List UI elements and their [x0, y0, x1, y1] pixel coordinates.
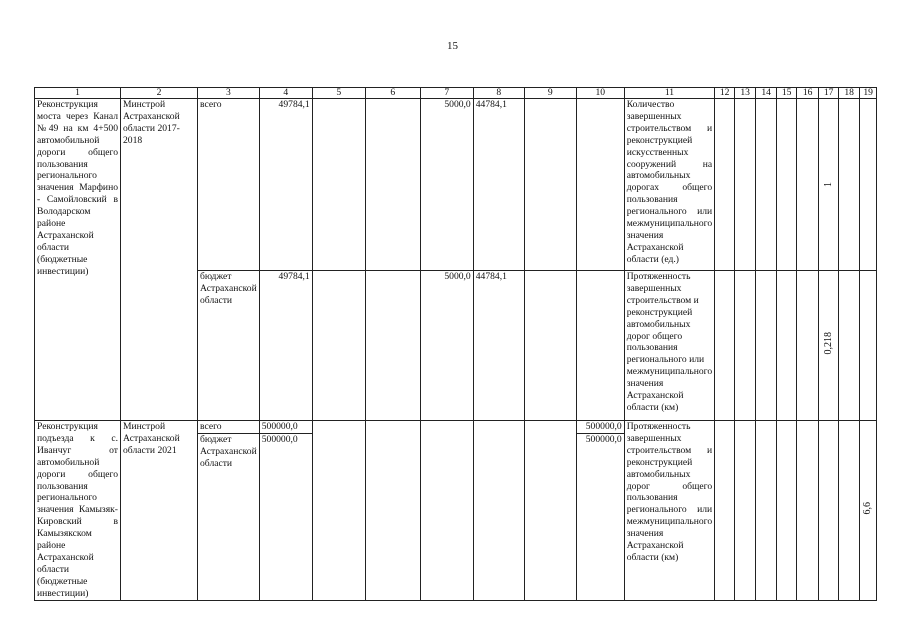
indicator-value-cell	[819, 99, 839, 271]
empty-cell	[312, 271, 365, 421]
amount-total-all: 500000,0	[260, 421, 312, 434]
header-cell: 13	[735, 88, 756, 99]
header-cell: 9	[524, 88, 576, 99]
empty-cell	[312, 421, 365, 601]
empty-cell	[819, 421, 839, 601]
empty-cell	[715, 99, 735, 271]
amount-total-cell: 49784,1	[259, 271, 312, 421]
header-cell: 3	[198, 88, 260, 99]
empty-cell	[777, 271, 797, 421]
empty-cell	[777, 99, 797, 271]
empty-cell	[524, 271, 576, 421]
table-row	[35, 421, 877, 601]
amount-col10-all: 500000,0	[577, 421, 624, 434]
funding-source-cell: бюджет Астраханской области	[198, 271, 260, 421]
funding-source-budget: бюджет Астраханской области	[200, 433, 257, 469]
amount-total-cell	[259, 421, 312, 601]
responsible-cell: Минстрой Астраханской области 2017-2018	[121, 99, 198, 421]
empty-cell	[797, 99, 819, 271]
amount-col10-cell	[576, 99, 624, 271]
empty-cell	[839, 271, 860, 421]
header-cell: 17	[819, 88, 839, 99]
table-row	[35, 99, 877, 271]
empty-cell	[860, 271, 877, 421]
empty-cell	[735, 99, 756, 271]
empty-cell	[797, 421, 819, 601]
header-cell: 14	[756, 88, 777, 99]
empty-cell	[715, 421, 735, 601]
amount-col8-cell: 44784,1	[473, 271, 524, 421]
amount-col7-cell: 5000,0	[420, 271, 473, 421]
program-table	[34, 87, 877, 601]
empty-cell	[839, 99, 860, 271]
amount-col7-cell: 5000,0	[420, 99, 473, 271]
empty-cell	[524, 99, 576, 271]
page-number: 15	[447, 40, 458, 52]
empty-cell	[860, 99, 877, 271]
responsible-cell: Минстрой Астраханской области 2021	[121, 421, 198, 601]
header-cell: 2	[121, 88, 198, 99]
empty-cell	[735, 421, 756, 601]
header-cell: 12	[715, 88, 735, 99]
header-cell: 4	[259, 88, 312, 99]
empty-cell	[365, 271, 420, 421]
header-cell: 16	[797, 88, 819, 99]
header-cell: 8	[473, 88, 524, 99]
empty-cell	[365, 99, 420, 271]
empty-cell	[735, 271, 756, 421]
indicator-value-cell	[860, 421, 877, 601]
project-name-cell: Реконструкция подъезда к с. Иванчуг от автомобильной дороги общего пользования регионального значения Камызяк-Кировский в Камызякском районе Астраханской области (бюджетные инвестиции)	[35, 421, 121, 601]
header-cell: 19	[860, 88, 877, 99]
header-cell: 6	[365, 88, 420, 99]
project-name-cell: Реконструкция моста через Канал №49 на км 4+500 автомобильной дороги общего пользования регионального значения Марфино - Самойловский в Володарском районе Астраханской области (бюджетные инвестиции)	[35, 99, 121, 421]
empty-cell	[420, 421, 473, 601]
empty-cell	[756, 271, 777, 421]
header-cell: 7	[420, 88, 473, 99]
empty-cell	[839, 421, 860, 601]
amount-col10-cell	[576, 271, 624, 421]
header-row	[35, 88, 877, 99]
funding-source-cell: всего	[198, 99, 260, 271]
empty-cell	[365, 421, 420, 601]
indicator-value: 1	[822, 181, 834, 187]
funding-source-total: всего	[198, 421, 259, 434]
funding-source-cell	[198, 421, 260, 601]
amount-col10-cell	[576, 421, 624, 601]
empty-cell	[777, 421, 797, 601]
indicator-cell: Протяженность завершенных строительством и реконструкцией автомобильных дорог общего пользования регионального или межмуниципального значения Астраханской области (км)	[624, 421, 714, 601]
empty-cell	[756, 99, 777, 271]
header-cell: 5	[312, 88, 365, 99]
indicator-value-cell	[819, 271, 839, 421]
indicator-cell: Количество завершенных строительством и реконструкцией искусственных сооружений на автомобильных дорогах общего пользования регионального или межмуниципального значения Астраханской области (ед.)	[624, 99, 714, 271]
amount-col8-cell: 44784,1	[473, 99, 524, 271]
header-cell: 15	[777, 88, 797, 99]
empty-cell	[756, 421, 777, 601]
amount-total-cell: 49784,1	[259, 99, 312, 271]
header-cell: 18	[839, 88, 860, 99]
indicator-value: 6,6	[862, 502, 874, 515]
empty-cell	[797, 271, 819, 421]
empty-cell	[312, 99, 365, 271]
amount-col10-budget: 500000,0	[585, 433, 622, 445]
header-cell: 11	[624, 88, 714, 99]
empty-cell	[715, 271, 735, 421]
header-cell: 1	[35, 88, 121, 99]
indicator-cell: Протяженность завершенных строительством и реконструкцией автомобильных дорог общего пользования регионального или межмуниципального значения Астраханской области (км)	[624, 271, 714, 421]
header-cell: 10	[576, 88, 624, 99]
empty-cell	[473, 421, 524, 601]
amount-total-budget: 500000,0	[261, 433, 298, 445]
empty-cell	[524, 421, 576, 601]
indicator-value: 0,218	[822, 332, 834, 355]
